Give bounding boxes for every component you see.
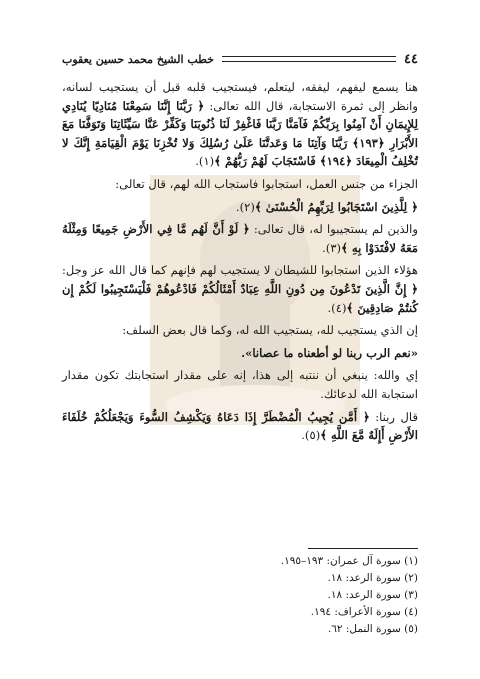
paragraph xyxy=(62,366,418,403)
paragraph-text: إي والله: ينبغي أن ننتبه إلى هذا، إنه على مقدار استجابتك تكون مقدار استجابة الله لدعائك. xyxy=(62,368,418,401)
paragraph xyxy=(62,408,418,445)
header-rule xyxy=(222,56,396,62)
paragraph-text: والذين لم يستجيبوا له، قال تعالى: xyxy=(249,222,418,237)
paragraph xyxy=(62,261,418,317)
footnotes xyxy=(180,553,418,638)
paragraph-text: (١). xyxy=(195,154,215,169)
quran-verse: ﴿ لِلَّذِينَ اسْتَجَابُوا لِرَبِّهِمُ الْحُسْنَىٰ ﴾ xyxy=(254,199,418,214)
footnote: (٢) سورة الرعد: ١٨. xyxy=(327,572,418,584)
paragraph-text: (٣). xyxy=(322,240,342,255)
paragraph xyxy=(62,175,418,194)
paragraph-text: الجزاء من جنس العمل، استجابوا فاستجاب الله لهم، قال تعالى: xyxy=(115,176,418,191)
footnote: (١) سورة آل عمران: ١٩٣–١٩٥. xyxy=(280,555,418,567)
paragraph xyxy=(62,198,418,217)
running-title: خطب الشيخ محمد حسين يعقوب xyxy=(62,52,214,66)
page-number: ٤٤ xyxy=(404,51,418,67)
footnote: (٤) سورة الأعراف: ١٩٤. xyxy=(310,606,418,618)
paragraph-text: هنا يسمع ليفهم، ليفقه، ليتعلم، فيستجيب قلبه قبل أن يستجيب لسانه، وانظر إلى ثمرة الاستجابة، قال الله تعالى: xyxy=(62,80,418,113)
quran-verse: ﴿ لَوْ أَنَّ لَهُم مَّا فِي الأَرْضِ جَمِيعًا وَمِثْلَهُ مَعَهُ لافْتَدَوْا بِهِ ﴾ xyxy=(62,222,418,255)
footnote: (٣) سورة الرعد: ١٨. xyxy=(327,589,418,601)
page-header xyxy=(62,50,418,68)
paragraph-text: إن الذي يستجيب لله، يستجيب الله له، وكما قال بعض السلف: xyxy=(122,323,418,338)
paragraph xyxy=(62,220,418,257)
paragraph xyxy=(62,344,418,363)
paragraph xyxy=(62,78,418,171)
paragraph-text: قال ربنا: xyxy=(369,409,418,424)
quran-verse: ﴿ أَمَّن يُجِيبُ الْمُضْطَرَّ إِذَا دَعَاهُ وَيَكْشِفُ السُّوءَ وَيَجْعَلُكُمْ خُلَفَاءَ الأَرْضِ أَإِلَهٌ مَّعَ اللَّهِ ﴾ xyxy=(62,409,418,443)
body-text xyxy=(62,78,418,449)
paragraph-text: (٤). xyxy=(327,300,347,315)
footnote-rule xyxy=(308,548,418,549)
quran-verse: ﴿ رَبَّنَا إِنَّنَا سَمِعْنَا مُنَادِيًا يُنَادِي لِلإِيمَانِ أَنْ آمِنُوا بِرَبِّكُمْ فَآمَنَّا رَبَّنَا فَاغْفِرْ لَنَا ذُنُوبَنَا وَكَفِّرْ عَنَّا سَيِّئَاتِنَا وَتَوَفَّنَا مَعَ الأَبْرَارِ ﴿١٩٣﴾ رَبَّنَا وَآتِنَا مَا وَعَدتَّنَا عَلَىٰ رُسُلِكَ وَلا تُخْزِنَا يَوْمَ الْقِيَامَةِ إِنَّكَ لا تُخْلِفُ الْمِيعَادَ ﴿١٩٤﴾ فَاسْتَجَابَ لَهُمْ رَبُّهُمْ ﴾ xyxy=(62,98,418,169)
paragraph-text: هؤلاء الذين استجابوا للشيطان لا يستجيب لهم فإنهم كما قال الله عز وجل: xyxy=(62,263,418,278)
paragraph-text: (٥). xyxy=(301,428,321,443)
paragraph xyxy=(62,321,418,340)
paragraph-text: (٢). xyxy=(235,199,255,214)
footnote: (٥) سورة النمل: ٦٢. xyxy=(327,623,418,635)
quran-verse: «نعم الرب ربنا لو أطعناه ما عصانا». xyxy=(241,345,418,360)
quran-verse: ﴿ إِنَّ الَّذِينَ تَدْعُونَ مِن دُونِ اللَّهِ عِبَادٌ أَمْثَالُكُمْ فَادْعُوهُمْ فَلْيَسْتَجِيبُوا لَكُمْ إِن كُنتُمْ صَادِقِينَ ﴾ xyxy=(62,281,418,315)
